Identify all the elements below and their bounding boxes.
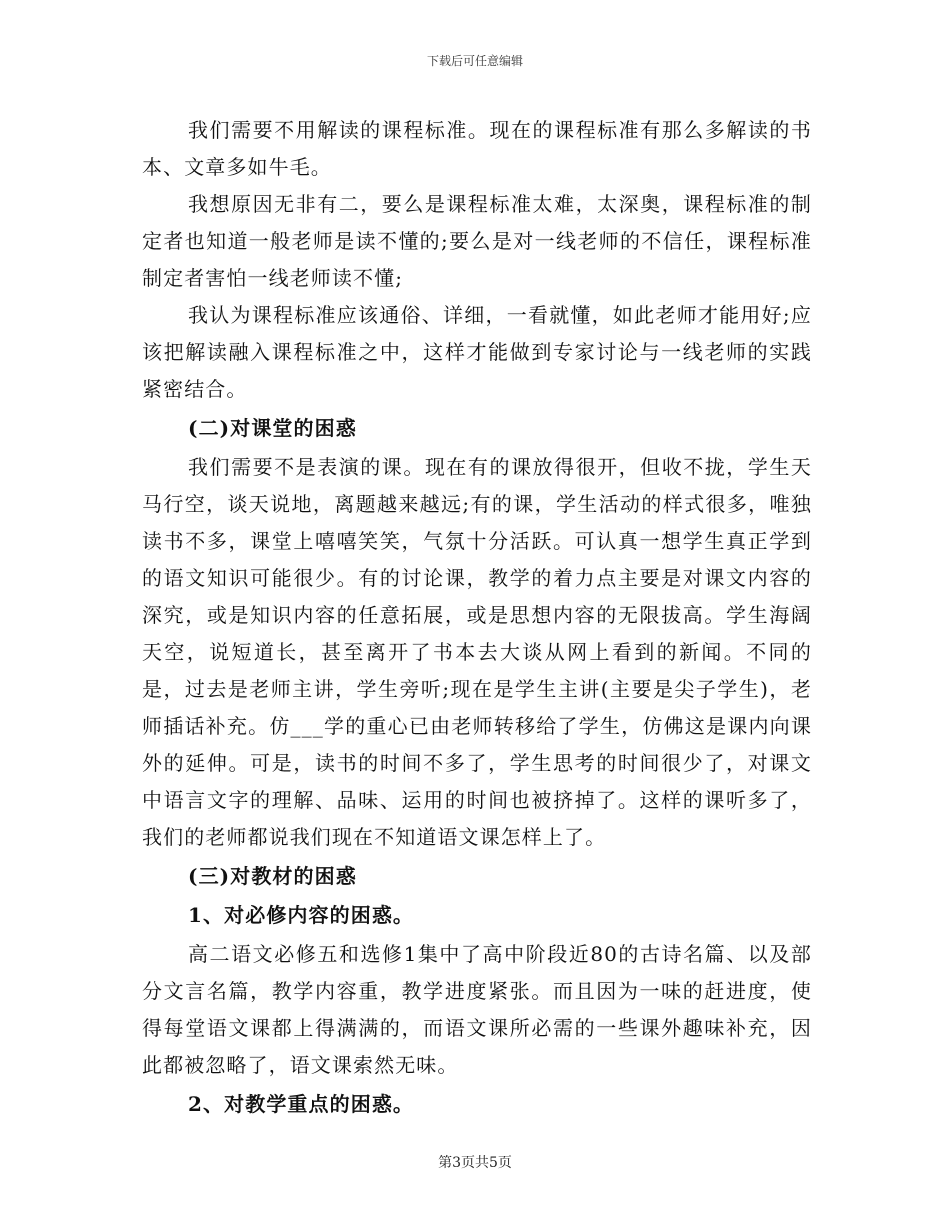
section-heading-classroom: (二)对课堂的困惑 [188,416,357,440]
paragraph-classroom: 我们需要不是表演的课。现在有的课放得很开，但收不拢，学生天马行空，谈天说地，离题越来越远;有的课，学生活动的样式很多，唯独读书不多，课堂上嘻嘻笑笑，气氛十分活跃。可认真一想学生真正学到的语文知识可能很少。有的讨论课，教学的着力点主要是对课文内容的深究，或是知识内容的任意拓展，或是思想内容的无限拔高。学生海阔天空，说短道长，甚至离开了书本去大谈从网上看到的新闻。不同的是，过去是老师主讲，学生旁听;现在是学生主讲(主要是尖子学生)，老师插话补充。仿___学的重心已由老师转移给了学生，仿佛这是课内向课外的延伸。可是，读书的时间不多了，学生思考的时间很少了，对课文中语言文字的理解、品味、运用的时间也被挤掉了。这样的课听多了，我们的老师都说我们现在不知道语文课怎样上了。 [142,455,812,849]
section-heading-textbook: (三)对教材的困惑 [188,864,357,888]
paragraph-opinion: 我认为课程标准应该通俗、详细，一看就懂，如此老师才能用好;应该把解读融入课程标准之中，这样才能做到专家讨论与一线老师的实践紧密结合。 [142,303,812,401]
document-body [142,112,812,1125]
paragraph-required-content: 高二语文必修五和选修1集中了高中阶段近80的古诗名篇、以及部分文言名篇，教学内容重，教学进度紧张。而且因为一味的赶进度，使得每堂语文课都上得满满的，而语文课所必需的一些课外趣味补充，因此都被忽略了，语文课索然无味。 [142,942,812,1077]
page-footer: 第3页共5页 [438,1155,512,1171]
paragraph-curriculum-standard: 我们需要不用解读的课程标准。现在的课程标准有那么多解读的书本、文章多如牛毛。 [142,118,812,179]
page-header: 下载后可任意编辑 [426,54,523,68]
paragraph-reasons: 我想原因无非有二，要么是课程标准太难，太深奥，课程标准的制定者也知道一般老师是读不懂的;要么是对一线老师的不信任，课程标准制定者害怕一线老师读不懂; [142,192,812,290]
subheading-teaching-focus: 2、对教学重点的困惑。 [188,1092,415,1116]
subheading-required-content: 1、对必修内容的困惑。 [188,903,415,927]
